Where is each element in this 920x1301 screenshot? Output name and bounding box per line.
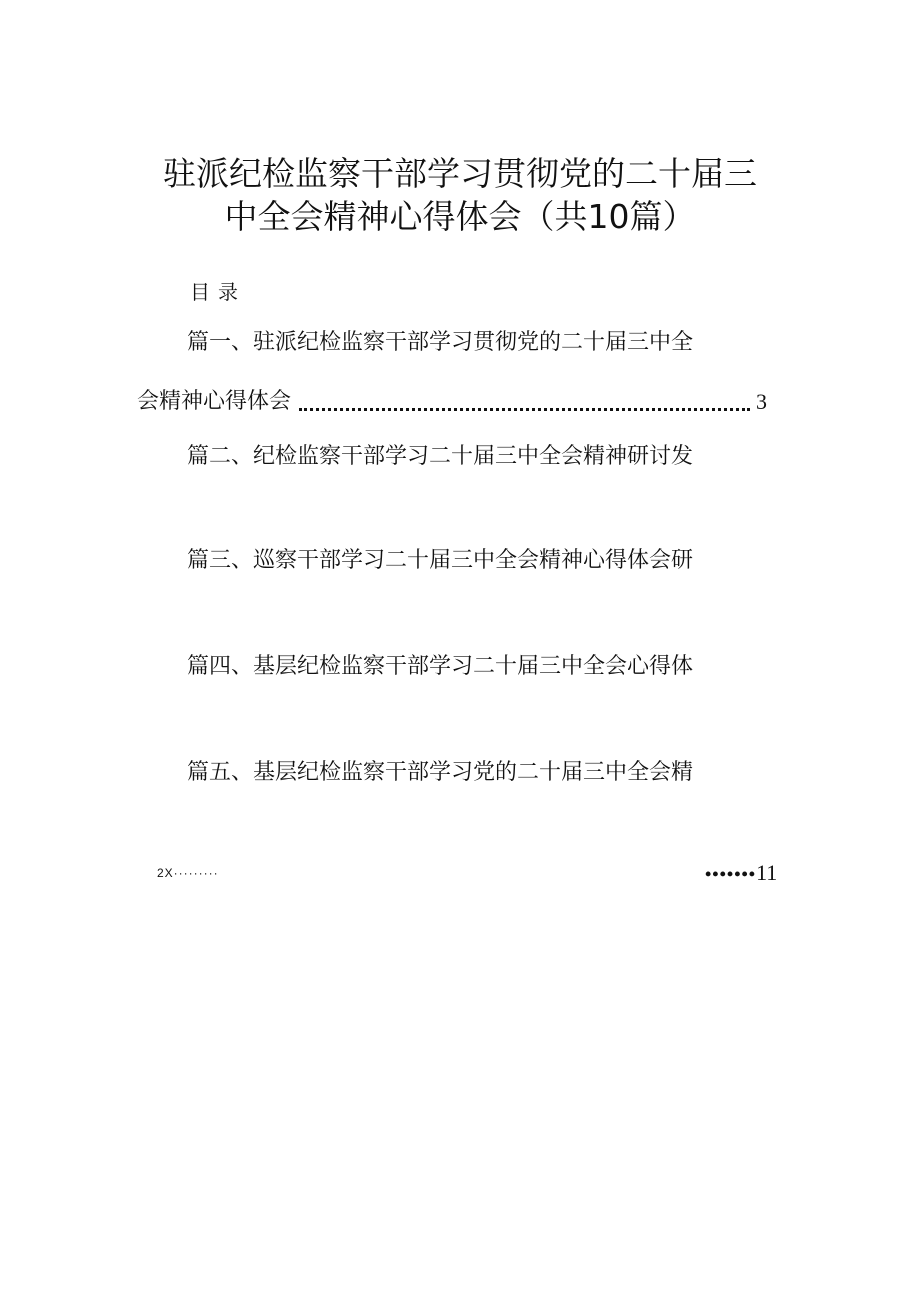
toc-entry-5[interactable]: 篇五、基层纪检监察干部学习党的二十届三中全会精 xyxy=(187,760,694,785)
toc-fragment-page-number: 11 xyxy=(756,860,778,885)
document-title-line-2: 中全会精神心得体会（共10篇） xyxy=(224,197,696,236)
toc-entry-3[interactable]: 篇三、巡察干部学习二十届三中全会精神心得体会研 xyxy=(187,548,694,573)
toc-entry-2[interactable]: 篇二、纪检监察干部学习二十届三中全会精神研讨发 xyxy=(187,444,694,469)
toc-entry-1-line-2[interactable] xyxy=(137,387,767,417)
toc-entry-1-line-1[interactable]: 篇一、驻派纪检监察干部学习贯彻党的二十届三中全 xyxy=(187,330,694,355)
toc-fragment-dots: ••••••• xyxy=(705,864,757,884)
toc-entry-4[interactable]: 篇四、基层纪检监察干部学习二十届三中全会心得体 xyxy=(187,654,694,679)
document-title-line-1: 驻派纪检监察干部学习贯彻党的二十届三 xyxy=(163,154,757,193)
toc-fragment-right xyxy=(705,860,777,886)
toc-entry-1-page-number: 3 xyxy=(756,389,767,414)
toc-heading: 目录 xyxy=(190,280,246,304)
toc-entry-1-text: 会精神心得体会 xyxy=(137,389,292,414)
toc-fragment-left: 2X········· xyxy=(157,866,219,880)
toc-dot-leader xyxy=(299,408,750,411)
